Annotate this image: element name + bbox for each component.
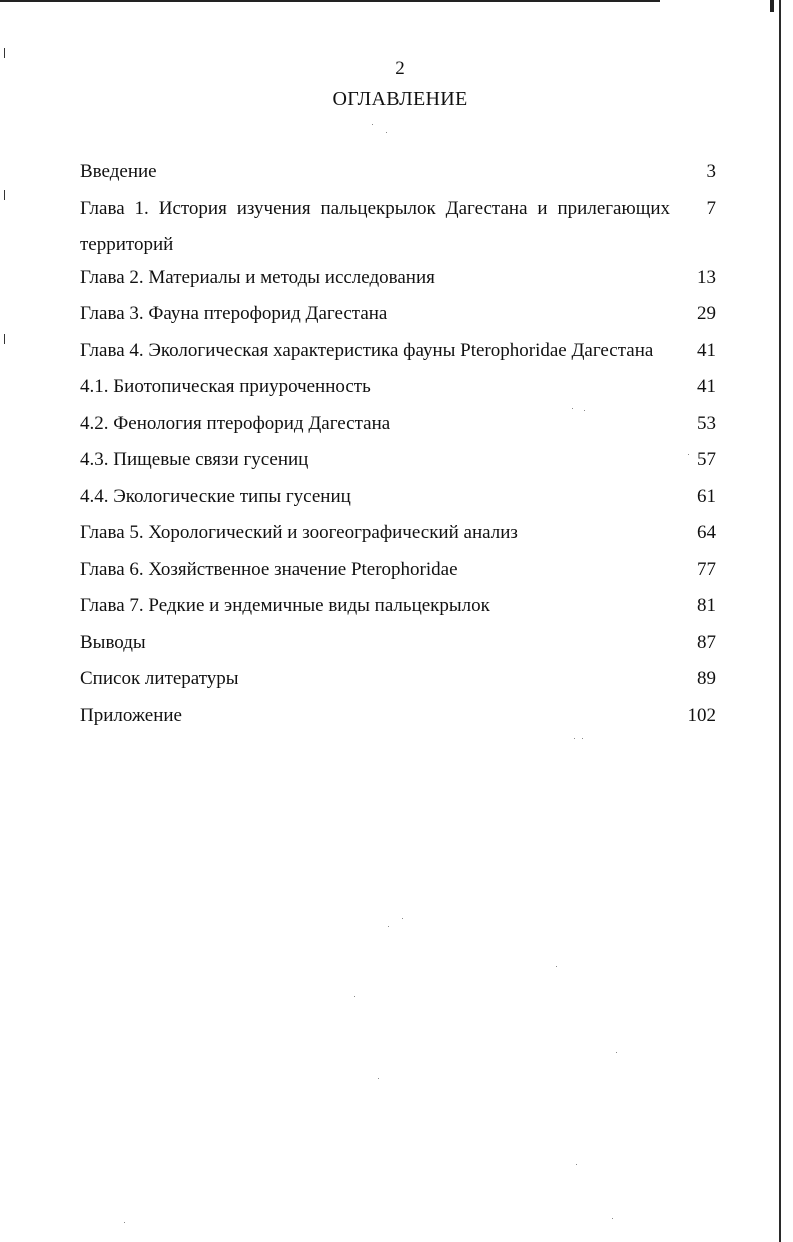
- toc-entry: [80, 556, 716, 593]
- scan-speck: [378, 1078, 379, 1079]
- toc-entry-page: 53: [697, 412, 716, 434]
- scan-right-edge: [779, 0, 781, 1242]
- toc-entry-title: Глава 4. Экологическая характеристика фауны Pterophoridae Дагестана: [80, 339, 654, 361]
- toc-entry: [80, 337, 716, 374]
- scan-margin-mark: [4, 334, 5, 344]
- toc-entry-title: Введение: [80, 161, 157, 182]
- toc-entry-title: 4.4. Экологические типы гусениц: [80, 485, 351, 507]
- scan-margin-mark: [4, 48, 5, 58]
- toc-entry-page: 64: [697, 522, 716, 543]
- toc-entry-title: 4.2. Фенология птерофорид Дагестана: [80, 412, 391, 434]
- toc-entry-title: Глава 5. Хорологический и зоогеографический анализ: [80, 522, 518, 543]
- page-number: 2: [395, 58, 405, 79]
- toc-entry-page: 81: [697, 595, 716, 616]
- toc-entry-title: Глава 6. Хозяйственное значение Pterophoridae: [80, 558, 458, 580]
- toc-entry: [80, 300, 716, 337]
- toc-entry-title: Список литературы: [80, 668, 239, 689]
- scan-speck: [584, 410, 585, 411]
- toc-entry: [80, 629, 716, 666]
- toc-entry-page: 41: [697, 376, 716, 397]
- toc-entry: [80, 373, 716, 410]
- toc-entry: [80, 592, 716, 629]
- toc-entry-title: Выводы: [80, 631, 146, 653]
- toc-entry: [80, 410, 716, 447]
- toc-entry-page: 41: [697, 339, 716, 361]
- scan-top-rule: [0, 0, 660, 2]
- toc-entry-title: 4.1. Биотопическая приуроченность: [80, 376, 371, 397]
- scan-speck: [386, 132, 387, 133]
- toc-entry: [80, 158, 716, 195]
- toc-entry: [80, 483, 716, 520]
- toc-entry-page: 13: [697, 266, 716, 288]
- toc-entry-page: 102: [687, 704, 716, 726]
- toc-entry-page: 61: [697, 485, 716, 507]
- scan-speck: [402, 918, 403, 919]
- toc-entry-page: 89: [697, 668, 716, 689]
- scan-speck: [688, 454, 689, 455]
- scan-speck: [388, 926, 389, 927]
- toc-entry: [80, 519, 716, 556]
- scan-speck: [616, 1052, 617, 1053]
- toc-entry-page: 29: [697, 303, 716, 324]
- toc-entry: [80, 191, 716, 264]
- toc-entry-title: Глава 2. Материалы и методы исследования: [80, 266, 435, 288]
- toc-entry-title: Глава 3. Фауна птерофорид Дагестана: [80, 303, 388, 324]
- toc-entry-page: 57: [697, 449, 716, 470]
- toc-entry: [80, 264, 716, 301]
- table-of-contents: [80, 158, 716, 738]
- scan-speck: [576, 1164, 577, 1165]
- scan-speck: [372, 124, 373, 125]
- page-title: ОГЛАВЛЕНИЕ: [332, 88, 468, 110]
- scan-speck: [124, 1222, 125, 1223]
- toc-entry-title: Глава 7. Редкие и эндемичные виды пальцекрылок: [80, 595, 490, 616]
- scan-speck: [556, 966, 557, 967]
- scan-speck: [354, 996, 355, 997]
- toc-entry-page: 77: [697, 558, 716, 580]
- toc-entry-page: 7: [706, 197, 716, 219]
- toc-entry: [80, 446, 716, 483]
- scan-speck: [612, 1218, 613, 1219]
- scan-speck: [572, 408, 573, 409]
- scan-right-edge-mark: [770, 0, 774, 12]
- toc-entry: [80, 702, 716, 739]
- toc-entry-page: 87: [697, 631, 716, 653]
- toc-entry: [80, 665, 716, 702]
- scan-speck: [574, 738, 575, 739]
- scan-margin-mark: [4, 190, 5, 200]
- toc-entry-page: 3: [706, 161, 716, 182]
- toc-entry-title: Приложение: [80, 704, 182, 726]
- toc-entry-title: Глава 1. История изучения пальцекрылок Дагестана и прилегающих территорий: [80, 197, 670, 255]
- toc-entry-title: 4.3. Пищевые связи гусениц: [80, 449, 309, 470]
- scan-speck: [582, 738, 583, 739]
